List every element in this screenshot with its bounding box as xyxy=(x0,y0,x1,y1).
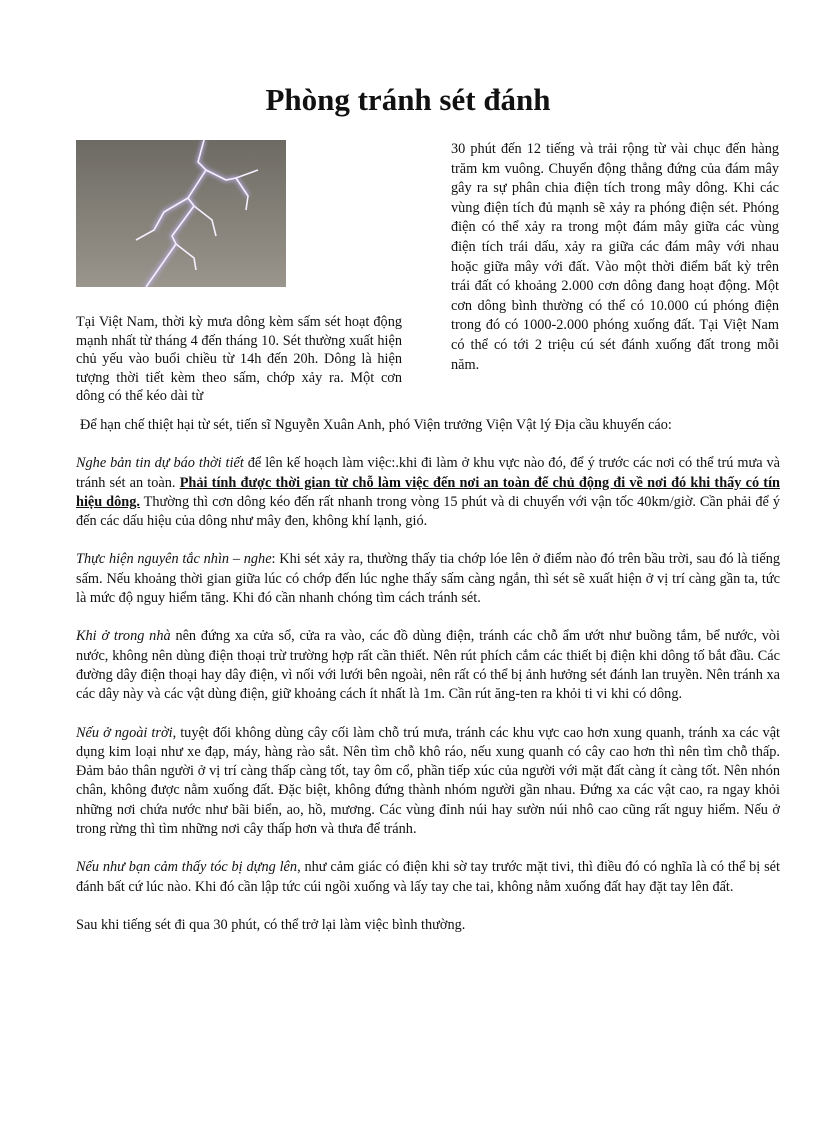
paragraph-text: , như cảm giác có điện khi sờ tay trước mặt tivi, thì điều đó có nghĩa là có thể bị sét đánh bất cứ lúc nào. Khi đó cần lập tức cúi ngồi xuống và lấy tay che tai, không nằm xuống đất hay đặt tay lên đất. xyxy=(76,859,780,895)
emphasis-text: Phải tính được thời gian từ chỗ làm việc đến nơi an toàn để chủ động đi về nơi đó khi thấy có tín hiệu dông. xyxy=(76,474,780,510)
paragraph-text: để lên kế hoạch làm việc:.khi đi làm ở khu vực nào đó, để ý trước các nơi có thể trú mưa và tránh sét an toàn. xyxy=(76,455,780,491)
article-body xyxy=(76,416,780,954)
paragraph-text: : Khi sét xảy ra, thường thấy tia chớp lóe lên ở điểm nào đó trên bầu trời, sau đó là tiếng sấm. Nếu khoảng thời gian giữa lúc có chớp đến lúc nghe thấy sấm càng ngắn, thì sét sẽ xuất hiện ở vị trí càng gần ta, tức là mức độ nguy hiểm tăng. Khi đó cần nhanh chóng tìm cách tránh sét. xyxy=(76,551,780,607)
lightning-photo xyxy=(76,140,286,287)
paragraph-text: nên đứng xa cửa sổ, cửa ra vào, các đồ dùng điện, tránh các chỗ ẩm ướt như buồng tắm, bể nước, vòi nước, không nên dùng điện thoại trừ trường hợp rất cần thiết. Nên rút phích cắm các thiết bị điện khi dông tố bắt đầu. Các đường dây điện thoại hay dây điện, vì nối với lưới bên ngoài, nên rất có thể bị ảnh hưởng sét đánh lan truyền. Nên tránh xa các dây này và các vật dùng điện, giữ khoảng cách ít nhất là 1m. Cần rút ăng-ten ra khỏi ti vi khi có dông. xyxy=(76,628,780,703)
left-column-text: Tại Việt Nam, thời kỳ mưa dông kèm sấm sét hoạt động mạnh nhất từ tháng 4 đến tháng 10. Sét thường xuất hiện chủ yếu vào buổi chiều từ 14h đến 20h. Dông là hiện tượng thời tiết kèm theo sấm, chớp xảy ra. Một cơn dông có thể kéo dài từ xyxy=(76,314,402,404)
paragraph-lead: Nếu ở ngoài trời xyxy=(76,724,173,741)
paragraph-text: , tuyệt đối không dùng cây cối làm chỗ trú mưa, tránh các khu vực cao hơn xung quanh, tránh xa các vật dụng kim loại như xe đạp, máy, hàng rào sắt. Nên tìm chỗ khô ráo, nếu xung quanh có cây cao hơn thì nên tìm chỗ thấp. Đảm bảo thân người ở vị trí càng thấp càng tốt, tay ôm cổ, phần tiếp xúc của người với mặt đất càng ít càng tốt. Nên nhón chân, không được nằm xuống đất. Đặc biệt, không đứng thành nhóm người gần nhau. Đứng xa các vật cao, ra ngay khỏi những nơi chứa nước như bãi biển, ao, hồ, mương. Các vùng đỉnh núi hay sườn núi nhô cao cũng rất nguy hiểm. Nếu ở trong rừng thì tìm những nơi cây thấp hơn và thưa để tránh. xyxy=(76,724,781,838)
paragraph-indoors xyxy=(76,627,780,704)
paragraph-lead: Nghe bản tin dự báo thời tiết xyxy=(76,455,244,472)
paragraph-lead: Nếu như bạn cảm thấy tóc bị dựng lên xyxy=(76,859,298,876)
intro-paragraph: Để hạn chế thiệt hại từ sét, tiến sĩ Nguyễn Xuân Anh, phó Viện trưởng Viện Vật lý Địa cầu khuyến cáo: xyxy=(80,417,672,433)
paragraph-hair-raising xyxy=(76,858,780,897)
paragraph-text: Thường thì cơn dông kéo đến rất nhanh trong vòng 15 phút và di chuyển với vận tốc 40km/giờ. Cần phải để ý đến các dấu hiệu của dông như mây đen, không khí lạnh, gió. xyxy=(76,493,780,530)
paragraph-lead: Khi ở trong nhà xyxy=(76,628,171,645)
right-column-text: 30 phút đến 12 tiếng và trải rộng từ vài chục đến hàng trăm km vuông. Chuyển động thẳng đứng của đám mây gây ra sự phân chia điện tích trong mây dông. Khi các vùng điện tích đủ mạnh sẽ xảy ra phóng điện sét. Phóng điện có thể xảy ra trong một đám mây giữa các vùng điện tích trái dấu, xảy ra giữa các đám mây với nhau hoặc giữa mây với đất. Vào một thời điểm bất kỳ trên trái đất có khoảng 2.000 cơn dông đang hoạt động. Một cơn dông bình thường có thể có 10.000 cú phóng điện trong đó có 1000-2.000 phóng xuống đất. Tại Việt Nam có thể có tới 2 triệu cú sét đánh xuống đất trong mỗi năm. xyxy=(451,141,779,373)
paragraph-look-listen xyxy=(76,550,780,608)
paragraph-outdoors xyxy=(76,724,780,840)
paragraph-lead: Thực hiện nguyên tắc nhìn – nghe xyxy=(76,551,272,568)
paragraph-after-storm: Sau khi tiếng sét đi qua 30 phút, có thể trở lại làm việc bình thường. xyxy=(76,916,466,933)
paragraph-weather-forecast xyxy=(76,454,780,531)
lightning-bolt-icon xyxy=(76,140,286,287)
page-title: Phòng tránh sét đánh xyxy=(265,82,551,117)
